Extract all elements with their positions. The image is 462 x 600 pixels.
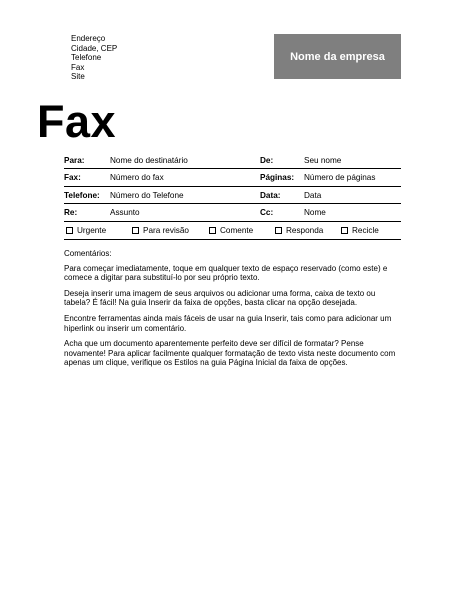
body-paragraph: Encontre ferramentas ainda mais fáceis de usar na guia Inserir, tais como para adicionar um hiperlink ou inserir um comentário. <box>64 313 392 333</box>
fax-fields-table <box>64 152 401 240</box>
re-label: Re: <box>64 208 78 218</box>
fax-line: Fax <box>71 62 85 72</box>
checkbox-row <box>64 222 401 240</box>
comments-heading: Comentários: <box>64 249 112 258</box>
checkbox-icon[interactable] <box>275 227 282 234</box>
cc-name-value[interactable]: Nome <box>304 208 326 218</box>
city-zip-line: Cidade, CEP <box>71 43 118 53</box>
checkbox-comment[interactable] <box>207 226 273 235</box>
address-line: Endereço <box>71 34 106 43</box>
field-row-to-from <box>64 152 401 169</box>
website-line: Site <box>71 72 85 82</box>
checkbox-label: Comente <box>220 226 254 236</box>
cc-label: Cc: <box>260 208 274 218</box>
subject-value[interactable]: Assunto <box>110 208 140 218</box>
checkbox-reply[interactable] <box>273 226 339 235</box>
fax-label: Fax: <box>64 173 81 183</box>
comments-section <box>64 249 402 374</box>
page-title: Fax <box>37 96 117 147</box>
fax-number-value[interactable]: Número do fax <box>110 173 164 183</box>
checkbox-icon[interactable] <box>341 227 348 234</box>
phone-line: Telefone <box>71 53 102 63</box>
checkbox-recycle[interactable] <box>339 226 379 235</box>
checkbox-label: Responda <box>286 226 324 236</box>
body-paragraph: Acha que um documento aparentemente perfeito deve ser difícil de formatar? Pense novamente! Para aplicar facilmente qualquer formatação de texto vista neste documento com apenas um clique, verifique os Estilos na guia Página Inicial da faixa de opções. <box>64 339 396 368</box>
checkbox-icon[interactable] <box>66 227 73 234</box>
checkbox-label: Urgente <box>77 226 107 236</box>
company-name-banner: Nome da empresa <box>274 34 401 79</box>
from-label: De: <box>260 155 274 165</box>
phone-number-value[interactable]: Número do Telefone <box>110 190 184 200</box>
checkbox-label: Para revisão <box>143 226 189 236</box>
checkbox-icon[interactable] <box>132 227 139 234</box>
checkbox-for-review[interactable] <box>130 226 207 235</box>
date-value[interactable]: Data <box>304 190 322 200</box>
date-label: Data: <box>260 190 281 200</box>
checkbox-icon[interactable] <box>209 227 216 234</box>
phone-label: Telefone: <box>64 190 100 200</box>
pages-label: Páginas: <box>260 173 295 183</box>
checkbox-label: Recicle <box>352 226 379 236</box>
to-label: Para: <box>64 155 85 165</box>
field-row-re-cc <box>64 205 401 222</box>
field-row-phone-date <box>64 187 401 204</box>
sender-address-block <box>71 34 117 82</box>
body-paragraph: Deseja inserir uma imagem de seus arquivos ou adicionar uma forma, caixa de texto ou tabela? É fácil! Na guia Inserir da faixa de opções, basta clicar na opção desejada. <box>64 288 376 308</box>
field-row-fax-pages <box>64 170 401 187</box>
recipient-name-value[interactable]: Nome do destinatário <box>110 155 188 165</box>
sender-name-value[interactable]: Seu nome <box>304 155 342 165</box>
body-paragraph: Para começar imediatamente, toque em qualquer texto de espaço reservado (como este) e comece a digitar para substituí-lo por seu próprio texto. <box>64 263 388 283</box>
page-count-value[interactable]: Número de páginas <box>304 173 376 183</box>
checkbox-urgent[interactable] <box>64 226 130 235</box>
